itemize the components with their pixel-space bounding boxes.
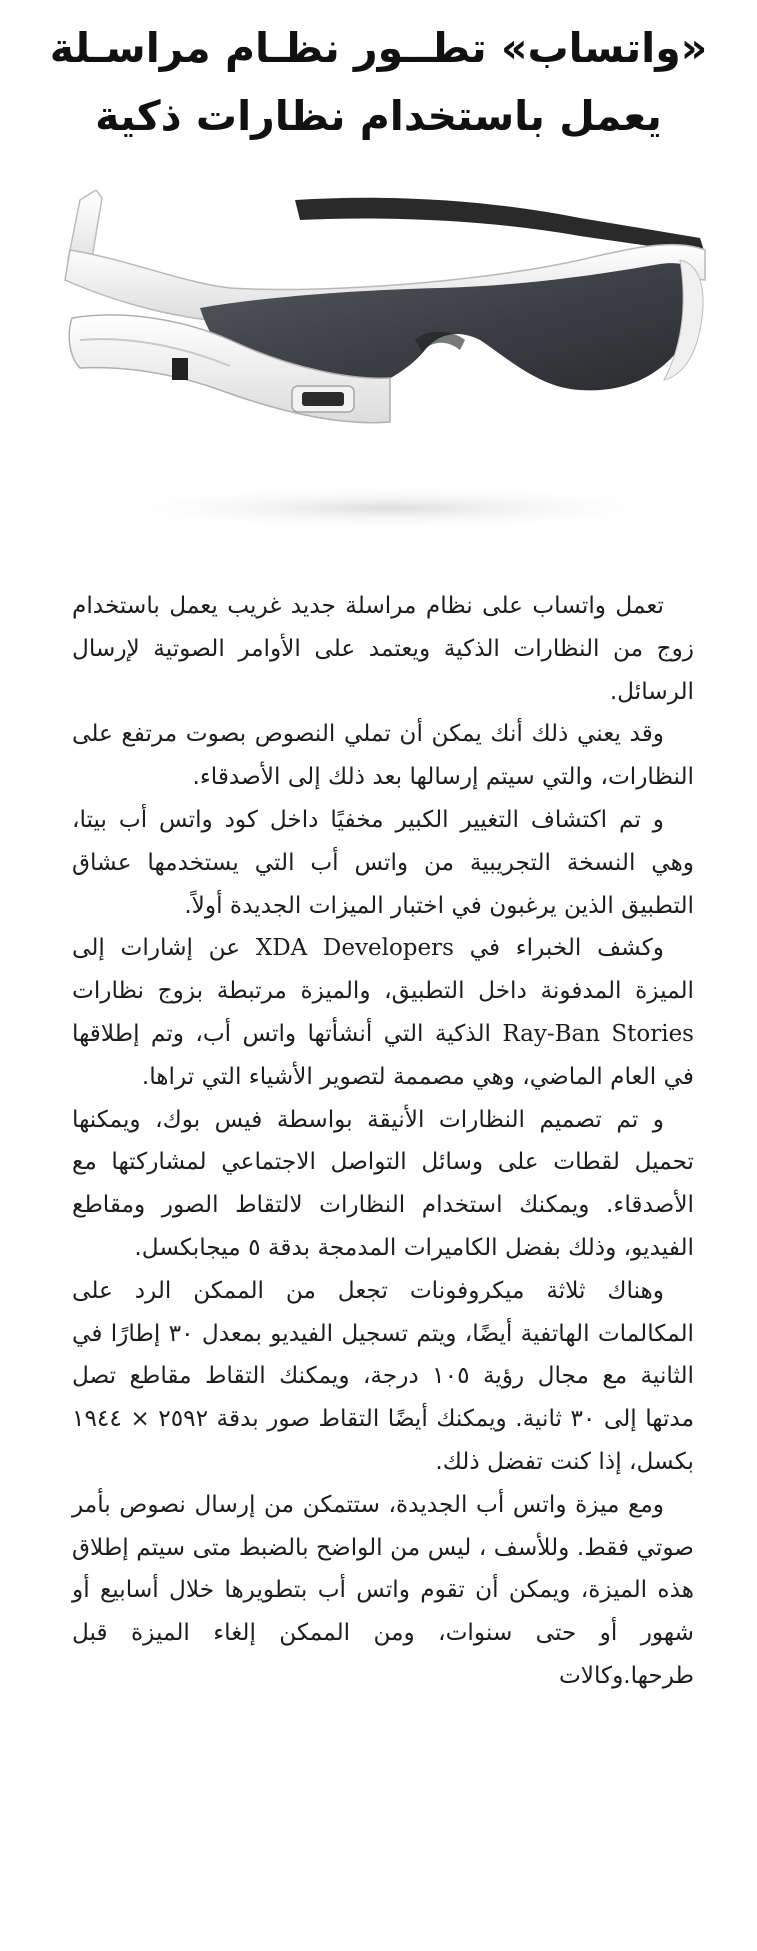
paragraph-text: الذكية التي أنشأتها واتس أب، وتم إطلاقها في العام الماضي، وهي مصممة لتصوير الأشياء التي تراها. [72, 1019, 694, 1090]
headline-line-1: «واتساب» تطــور نظـام مراسـلة [49, 24, 708, 72]
article-paragraph [72, 799, 694, 927]
paragraph-text: ومع ميزة واتس أب الجديدة، ستتمكن من إرسال نصوص بأمر صوتي فقط. وللأسف ، ليس من الواضح بالضبط متى سيتم إطلاق هذه الميزة، ويمكن أن تقوم واتس أب بتطويرها خلال أسابيع أو شهور أو حتى سنوات، ومن الممكن إلغاء الميزة قبل طرحها.وكالات [72, 1490, 694, 1689]
paragraph-text: وكشف الخبراء في [453, 934, 665, 962]
article-paragraph [72, 927, 694, 1098]
headline [40, 14, 717, 150]
paragraph-text: و تم اكتشاف التغيير الكبير مخفيًا داخل كود واتس أب بيتا، وهي النسخة التجريبية من واتس أب التي يستخدمها عشاق التطبيق الذين يرغبون في اختبار الميزات الجديدة أولاً. [72, 805, 694, 919]
article-paragraph [72, 1099, 694, 1270]
article-body [72, 585, 694, 1698]
paragraph-text: و تم تصميم النظارات الأنيقة بواسطة فيس بوك، ويمكنها تحميل لقطات على وسائل التواصل الاجتماعي لمشاركتها مع الأصدقاء. ويمكنك استخدام النظارات لالتقاط الصور ومقاطع الفيديو، وذلك بفضل الكاميرات المدمجة بدقة ٥ ميجابكسل. [72, 1105, 694, 1261]
paragraph-text: تعمل واتساب على نظام مراسلة جديد غريب يعمل باستخدام زوج من النظارات الذكية ويعتمد على الأوامر الصوتية لإرسال الرسائل. [72, 592, 694, 705]
product-name: Ray-Ban Stories [502, 1020, 694, 1047]
smart-glasses-icon [60, 190, 710, 540]
paragraph-text: عن إشارات إلى الميزة المدفونة داخل التطبيق، والميزة مرتبطة بزوج نظارات [72, 934, 694, 1005]
paragraph-text: وقد يعني ذلك أنك يمكن أن تملي النصوص بصوت مرتفع على النظارات، والتي سيتم إرسالها بعد ذلك إلى الأصدقاء. [72, 720, 694, 791]
headline-line-2: يعمل باستخدام نظارات ذكية [95, 92, 662, 140]
smart-glasses-photo [60, 190, 710, 540]
source-name: XDA Developers [255, 935, 454, 962]
article-paragraph [72, 713, 694, 799]
paragraph-text: وهناك ثلاثة ميكروفونات تجعل من الممكن الرد على المكالمات الهاتفية أيضًا، ويتم تسجيل الفيديو بمعدل ٣٠ إطارًا في الثانية مع مجال رؤية ١٠٥ درجة، ويمكنك التقاط مقاطع تصل مدتها إلى ٣٠ ثانية. ويمكنك أيضًا التقاط صور بدقة ٢٥٩٢ × ١٩٤٤ بكسل، إذا كنت تفضل ذلك. [72, 1276, 695, 1475]
article-paragraph [72, 1484, 694, 1698]
article-paragraph [72, 585, 694, 713]
article-paragraph [72, 1270, 694, 1484]
